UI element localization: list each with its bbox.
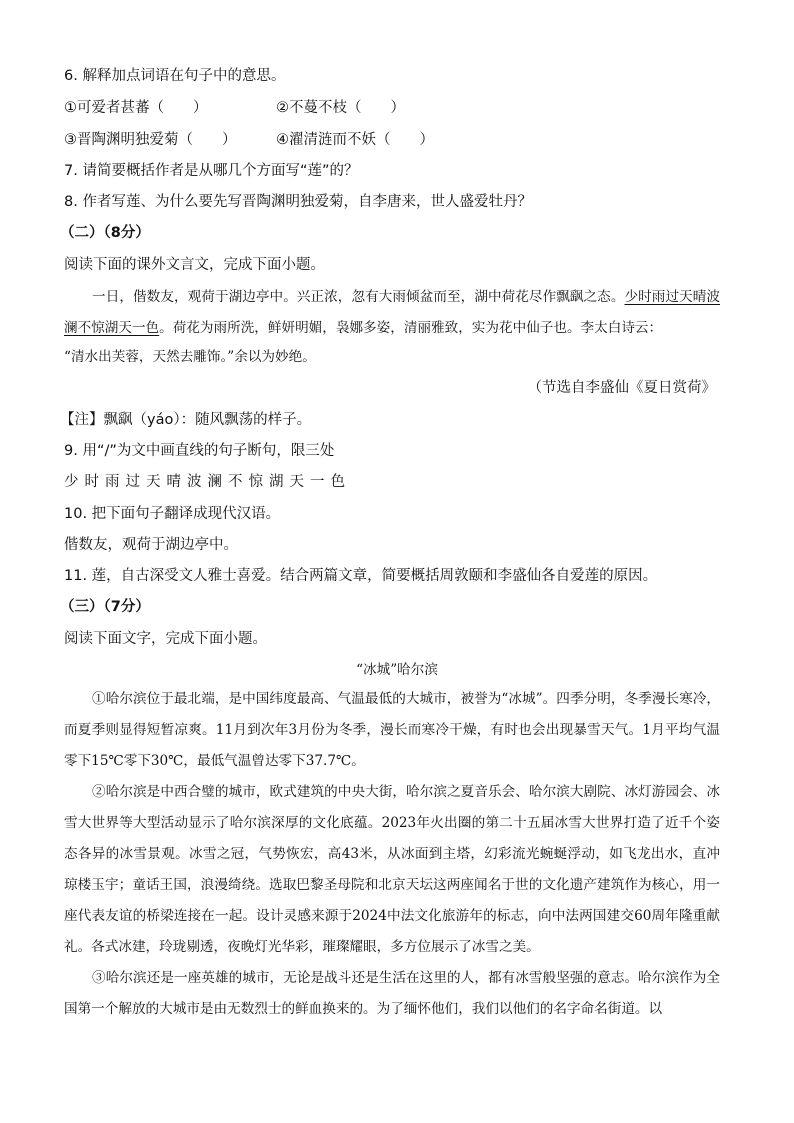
- underlined-sentence-a: 少时雨过天: [624, 289, 693, 305]
- question-7: 7. 请简要概括作者是从哪几个方面写“莲”的？: [64, 163, 359, 179]
- article-paragraph-3-text: ③哈尔滨还是一座英雄的城市，无论是战斗还是生活在这里的人，都有冰雪般坚强的意志。哈尔滨作为全国第一个解放的大城市是由无数烈士的鲜血换来的。为了缅怀他们，我们以他们的名字命名街道。以: [64, 970, 720, 1017]
- question-8: 8. 作者写莲、为什么要先写晋陶渊明独爱菊，自李唐来，世人盛爱牡丹？: [64, 194, 532, 210]
- article-paragraph-2: [64, 777, 720, 963]
- annotation-note: 【注】飘飖（yáo）：随风飘荡的样子。: [60, 412, 312, 428]
- section-2-instruction: 阅读下面的课外文言文，完成下面小题。: [64, 257, 325, 273]
- passage-source: （节选自李盛仙《夏日赏荷》: [527, 380, 716, 396]
- underlined-sentence-b: 晴波澜不惊湖天一色: [64, 289, 721, 336]
- passage-text-1: 一日，偕数友，观荷于湖边亭中。兴正浓，忽有大雨倾盆而至，湖中荷花尽作飘飖之态。: [92, 289, 625, 305]
- article-title: “冰城”哈尔滨: [356, 662, 438, 678]
- question-11: 11. 莲，自古深受文人雅士喜爱。结合两篇文章，简要概括周敦颐和李盛仙各自爱莲的原因。: [64, 568, 658, 584]
- question-6-item-1: ①可爱者甚蕃（ ）: [64, 100, 208, 116]
- article-paragraph-1-text: ①哈尔滨位于最北端，是中国纬度最高、气温最低的大城市，被誉为“冰城”。四季分明，冬季漫长寒冷，而夏季则显得短暂凉爽。11月到次年3月份为冬季，漫长而寒冷干燥，有时也会出现暴雪天气。1月平均气温零下15℃零下30℃，最低气温曾达零下37.7℃。: [64, 691, 720, 769]
- passage-text-2: 。荷花为雨所洗，鲜妍明媚，袅娜多姿，清丽雅致，实为花中仙子也。李太白诗云：: [159, 320, 663, 336]
- question-9: 9. 用“/”为文中画直线的句子断句，限三处: [64, 443, 335, 459]
- question-9-sentence: 少时雨过天晴波澜不惊湖天一色: [64, 474, 351, 490]
- section-3-instruction: 阅读下面文字，完成下面小题。: [64, 631, 267, 647]
- article-paragraph-1: [64, 684, 720, 777]
- question-10-sentence: 偕数友，观荷于湖边亭中。: [64, 537, 238, 553]
- question-6-title: 6. 解释加点词语在句子中的意思。: [64, 68, 286, 84]
- section-2-heading: （二）（8分）: [60, 225, 150, 241]
- section-3-heading: （三）（7分）: [60, 599, 150, 615]
- article-paragraph-3: [64, 963, 720, 1025]
- question-6-item-4: ④濯清涟而不妖（ ）: [276, 132, 434, 148]
- article-paragraph-2-text: ②哈尔滨是中西合璧的城市，欧式建筑的中央大街，哈尔滨之夏音乐会、哈尔滨大剧院、冰灯游园会、冰雪大世界等大型活动显示了哈尔滨深厚的文化底蕴。2023年火出圈的第二十五届冰雪大世界打造了近千个姿态各异的冰雪景观。冰雪之冠，气势恢宏，高43米，从冰面到主塔，幻彩流光蜿蜒浮动，如飞龙出水，直冲琼楼玉宇；童话王国，浪漫绮绕。选取巴黎圣母院和北京天坛这两座闻名于世的文化遗产建筑作为核心，用一座代表友谊的桥梁连接在一起。设计灵感来源于2024中法文化旅游年的标志，向中法两国建交60周年隆重献礼。各式冰建，玲珑剔透，夜晚灯光华彩，璀璨耀眼，多方位展示了冰雪之美。: [64, 784, 720, 955]
- passage-text-3: “清水出芙蓉，天然去雕饰。”余以为妙绝。: [64, 349, 316, 365]
- question-10: 10. 把下面句子翻译成现代汉语。: [64, 506, 281, 522]
- question-6-item-3: ③晋陶渊明独爱菊（ ）: [64, 132, 237, 148]
- classical-passage: [64, 282, 720, 344]
- question-6-item-2: ②不蔓不枝（ ）: [276, 100, 405, 116]
